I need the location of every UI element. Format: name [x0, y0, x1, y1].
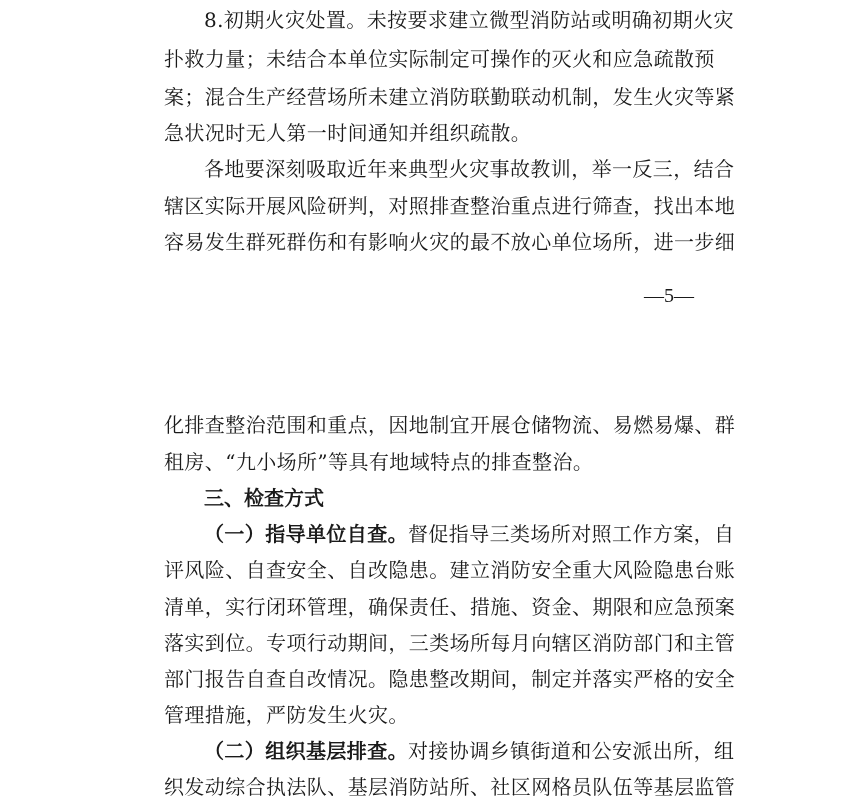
- paragraph-line: 评风险、自查安全、自改隐患。建立消防安全重大风险隐患台账: [164, 558, 736, 582]
- paragraph-line: 化排查整治范围和重点，因地制宜开展仓储物流、易燃易爆、群: [164, 413, 736, 437]
- paragraph-line: （二）组织基层排查。对接协调乡镇街道和公安派出所，组: [204, 739, 735, 763]
- paragraph-line: 各地要深刻吸取近年来典型火灾事故教训，举一反三，结合: [204, 157, 735, 181]
- paragraph-line: 租房、“九小场所”等具有地域特点的排查整治。: [164, 450, 594, 474]
- paragraph-line: （一）指导单位自查。督促指导三类场所对照工作方案，自: [204, 522, 735, 546]
- paragraph-line: 部门报告自查自改情况。隐患整改期间，制定并落实严格的安全: [164, 667, 736, 691]
- paragraph-line: 案；混合生产经营场所未建立消防联勤联动机制，发生火灾等紧: [164, 85, 736, 109]
- paragraph-line: 管理措施，严防发生火灾。: [164, 703, 409, 727]
- item-lead: （二）组织基层排查。: [204, 739, 408, 763]
- section-heading: 三、检查方式: [204, 486, 324, 510]
- page-number: —5—: [644, 285, 694, 307]
- item-lead: 8.初期火灾处置。: [204, 8, 367, 32]
- item-lead: （一）指导单位自查。: [204, 522, 408, 546]
- paragraph-line: 落实到位。专项行动期间，三类场所每月向辖区消防部门和主管: [164, 631, 736, 655]
- paragraph-line: 织发动综合执法队、基层消防站所、社区网格员队伍等基层监管: [164, 775, 736, 799]
- paragraph-line: 8.初期火灾处置。未按要求建立微型消防站或明确初期火灾: [204, 8, 734, 32]
- paragraph-line: 辖区实际开展风险研判，对照排查整治重点进行筛查，找出本地: [164, 194, 736, 218]
- paragraph-line: 容易发生群死群伤和有影响火灾的最不放心单位场所，进一步细: [164, 230, 736, 254]
- paragraph-line: 扑救力量；未结合本单位实际制定可操作的灭火和应急疏散预: [164, 47, 715, 71]
- paragraph-line: 清单，实行闭环管理，确保责任、措施、资金、期限和应急预案: [164, 595, 736, 619]
- paragraph-line: 急状况时无人第一时间通知并组织疏散。: [164, 121, 532, 145]
